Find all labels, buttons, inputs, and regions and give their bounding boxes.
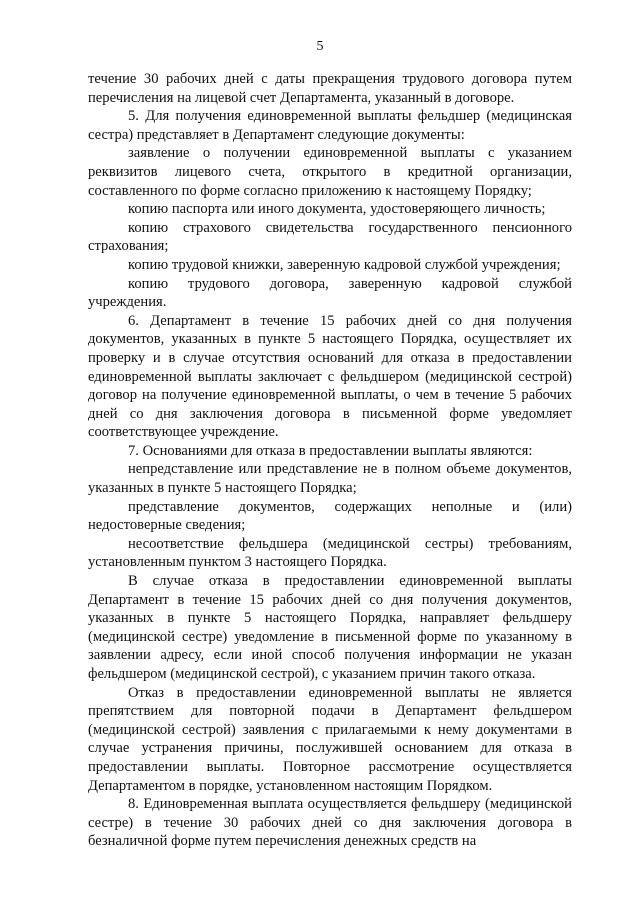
paragraph-continuation: течение 30 рабочих дней с даты прекращения трудового договора путем перечисления на лицевой счет Департамента, указанный в договоре. bbox=[88, 71, 572, 106]
list-item-labor-contract: копию трудового договора, заверенную кадровой службой учреждения. bbox=[88, 275, 572, 311]
paragraph-repeat-application: Отказ в предоставлении единовременной выплаты не является препятствием для повторной подачи в Департамент фельдшером (медицинской сестрой) заявления с прилагаемыми к нему документами в случае устранения причины, послужившей основанием для отказа в предоставлении выплаты. Повторное рассмотрение осуществляется Департаментом в порядке, установленном настоящим Порядком. bbox=[88, 684, 572, 794]
list-item-refusal-mismatch: несоответствие фельдшера (медицинской сестры) требованиям, установленным пунктом 3 настоящего Порядка. bbox=[88, 535, 572, 571]
list-item-work-book: копию трудовой книжки, заверенную кадровой службой учреждения; bbox=[128, 256, 561, 273]
list-item-passport: копию паспорта или иного документа, удостоверяющего личность; bbox=[128, 201, 546, 218]
paragraph-item-8: 8. Единовременная выплата осуществляется фельдшеру (медицинской сестре) в течение 30 рабочих дней со дня заключения договора в безналичной форме путем перечисления денежных средств на bbox=[88, 796, 572, 850]
body-text bbox=[88, 70, 572, 851]
list-item-refusal-inaccurate: представление документов, содержащих неполные и (или) недостоверные сведения; bbox=[88, 498, 572, 534]
paragraph-item-7: 7. Основаниями для отказа в предоставлении выплаты являются: bbox=[128, 442, 533, 459]
paragraph-refusal-notice: В случае отказа в предоставлении единовременной выплаты Департамент в течение 15 рабочих дней со дня получения документов, указанных в пункте 5 настоящего Порядка, направляет фельдшеру (медицинской сестре) уведомление в письменной форме по указанному в заявлении адресу, если иной способ получения информации не указан фельдшером (медицинской сестрой), с указанием причин такого отказа. bbox=[88, 573, 572, 682]
list-item-pension-certificate: копию страхового свидетельства государственного пенсионного страхования; bbox=[88, 219, 572, 255]
paragraph-item-5: 5. Для получения единовременной выплаты фельдшер (медицинская сестра) представляет в Департамент следующие документы: bbox=[88, 108, 572, 143]
page-number: 5 bbox=[316, 39, 324, 54]
list-item-refusal-incomplete: непредставление или представление не в полном объеме документов, указанных в пункте 5 настоящего Порядка; bbox=[88, 461, 572, 497]
list-item-application: заявление о получении единовременной выплаты с указанием реквизитов лицевого счета, открытого в кредитной организации, составленного по форме согласно приложению к настоящему Порядку; bbox=[88, 145, 572, 199]
paragraph-item-6: 6. Департамент в течение 15 рабочих дней со дня получения документов, указанных в пункте 5 настоящего Порядка, осуществляет их проверку и в случае отсутствия оснований для отказа в предоставлении единовременной выплаты заключает с фельдшером (медицинской сестрой) договор на получение единовременной выплаты, о чем в течение 5 рабочих дней со дня заключения договора в письменной форме уведомляет соответствующее учреждение. bbox=[88, 312, 572, 441]
